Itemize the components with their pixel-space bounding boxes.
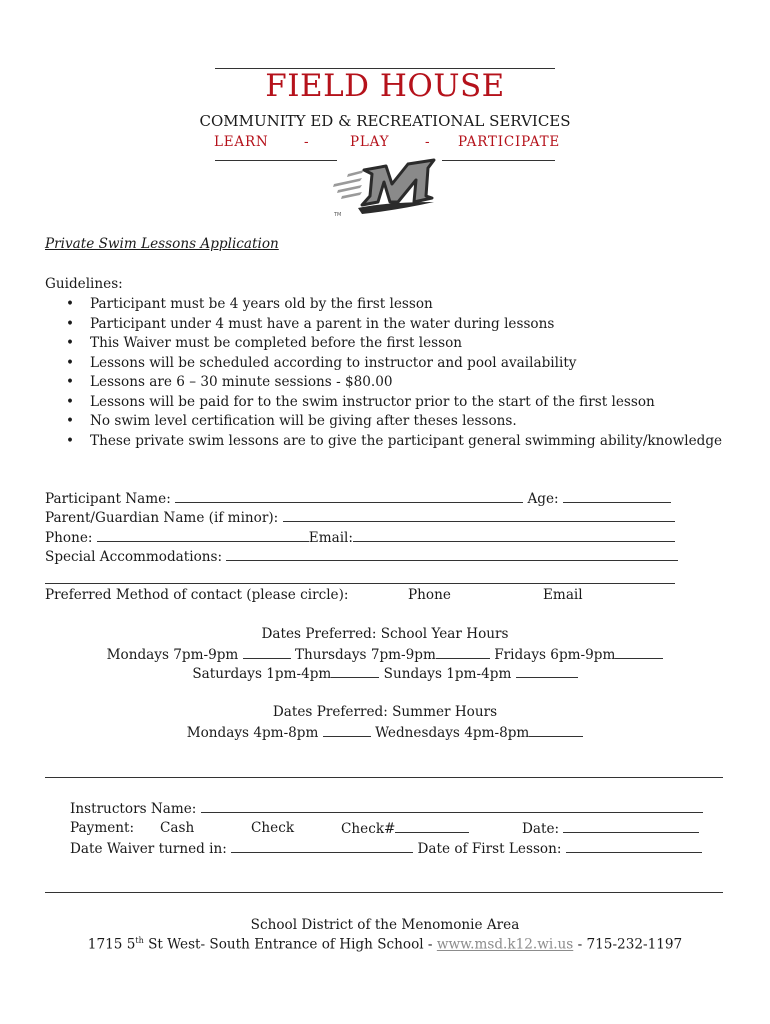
guideline-item: • Participant must be 4 years old by the first lesson (66, 295, 722, 315)
summer-monday-label: Mondays 4pm-8pm (186, 725, 319, 741)
check-number-row (341, 820, 469, 837)
thursday-option-label: Thursdays 7pm-9pm (294, 647, 436, 663)
email-field[interactable] (353, 529, 675, 542)
summer-monday-field[interactable] (323, 724, 371, 737)
participant-name-row (45, 490, 671, 507)
logo-trademark: TM (334, 212, 342, 218)
age-label: Age: (527, 491, 559, 507)
motto-separator: - (425, 134, 431, 150)
instructors-name-field[interactable] (201, 800, 703, 813)
page-subtitle: COMMUNITY ED & RECREATIONAL SERVICES (199, 112, 571, 130)
special-accommodations-line-2[interactable] (45, 583, 675, 584)
preferred-contact-label: Preferred Method of contact (please circle): (45, 587, 349, 603)
footer-address-rest: St West- South Entrance of High School - (143, 936, 437, 953)
guidelines-list (66, 295, 722, 451)
payment-cash-option[interactable]: Cash (160, 820, 195, 836)
guideline-item: • These private swim lessons are to give the participant general swimming ability/knowledge (66, 432, 722, 452)
summer-wednesday-label: Wednesdays 4pm-8pm (375, 725, 530, 741)
phone-email-row (45, 529, 675, 546)
participant-name-label: Participant Name: (45, 491, 171, 507)
sunday-option-label: Sundays 1pm-4pm (383, 666, 512, 682)
footer-address-ordinal: th (135, 936, 144, 945)
parent-guardian-field[interactable] (283, 509, 675, 522)
contact-option-email[interactable]: Email (543, 587, 583, 603)
payment-date-label: Date: (522, 821, 560, 837)
friday-option-field[interactable] (615, 646, 663, 659)
saturday-option-label: Saturdays 1pm-4pm (192, 666, 332, 682)
parent-guardian-label: Parent/Guardian Name (if minor): (45, 510, 279, 526)
email-label: Email: (308, 530, 353, 546)
contact-option-phone[interactable]: Phone (408, 587, 451, 603)
instructors-name-label: Instructors Name: (70, 801, 197, 817)
application-title: Private Swim Lessons Application (45, 236, 279, 252)
motto-play: PLAY (350, 134, 390, 150)
payment-date-row (522, 820, 699, 837)
check-number-label: Check# (341, 821, 396, 837)
check-number-field[interactable] (395, 820, 469, 833)
summer-heading: Dates Preferred: Summer Hours (272, 704, 498, 720)
guideline-item: • Lessons are 6 – 30 minute sessions - $80.00 (66, 373, 722, 393)
motto-learn: LEARN (214, 134, 269, 150)
age-field[interactable] (563, 490, 671, 503)
school-year-row-1 (0, 646, 770, 663)
school-year-row-2 (0, 665, 770, 682)
footer-address (0, 936, 770, 953)
summer-row (0, 724, 770, 741)
menomonie-m-logo (328, 158, 444, 218)
date-first-lesson-label: Date of First Lesson: (417, 841, 562, 857)
friday-option-label: Fridays 6pm-9pm (494, 647, 616, 663)
footer-divider (45, 892, 723, 893)
payment-check-option[interactable]: Check (251, 820, 295, 836)
instructors-name-row (70, 800, 703, 817)
payment-date-field[interactable] (563, 820, 699, 833)
guideline-item: • This Waiver must be completed before the first lesson (66, 334, 722, 354)
participant-name-field[interactable] (175, 490, 523, 503)
guideline-item: • Participant under 4 must have a parent in the water during lessons (66, 315, 722, 335)
phone-label: Phone: (45, 530, 93, 546)
date-first-lesson-field[interactable] (566, 840, 702, 853)
payment-label: Payment: (70, 820, 135, 836)
guideline-item: • Lessons will be paid for to the swim instructor prior to the start of the first lesson (66, 393, 722, 413)
page-title: FIELD HOUSE (265, 68, 505, 104)
special-accommodations-field[interactable] (226, 548, 678, 561)
saturday-option-field[interactable] (331, 665, 379, 678)
sunday-option-field[interactable] (516, 665, 578, 678)
date-waiver-field[interactable] (231, 840, 413, 853)
logo-left-rule (215, 160, 337, 161)
thursday-option-field[interactable] (436, 646, 490, 659)
phone-field[interactable] (97, 529, 309, 542)
date-waiver-label: Date Waiver turned in: (70, 841, 227, 857)
section-divider (45, 777, 723, 778)
footer-district: School District of the Menomonie Area (250, 917, 520, 933)
summer-wednesday-field[interactable] (529, 724, 583, 737)
monday-option-label: Mondays 7pm-9pm (106, 647, 239, 663)
special-accommodations-row (45, 548, 678, 565)
guideline-item: • Lessons will be scheduled according to instructor and pool availability (66, 354, 722, 374)
footer-address-start: 1715 5 (87, 936, 136, 953)
motto-participate: PARTICIPATE (458, 134, 561, 150)
monday-option-field[interactable] (243, 646, 291, 659)
special-accommodations-label: Special Accommodations: (45, 549, 223, 565)
guidelines-heading: Guidelines: (45, 276, 123, 292)
dates-row (70, 840, 702, 857)
website-link[interactable]: www.msd.k12.wi.us (436, 936, 574, 953)
guideline-item: • No swim level certification will be giving after theses lessons. (66, 412, 722, 432)
parent-guardian-row (45, 509, 675, 526)
logo-right-rule (442, 160, 555, 161)
footer-phone: - 715-232-1197 (573, 936, 683, 953)
motto-separator: - (304, 134, 310, 150)
school-year-heading: Dates Preferred: School Year Hours (261, 626, 509, 642)
